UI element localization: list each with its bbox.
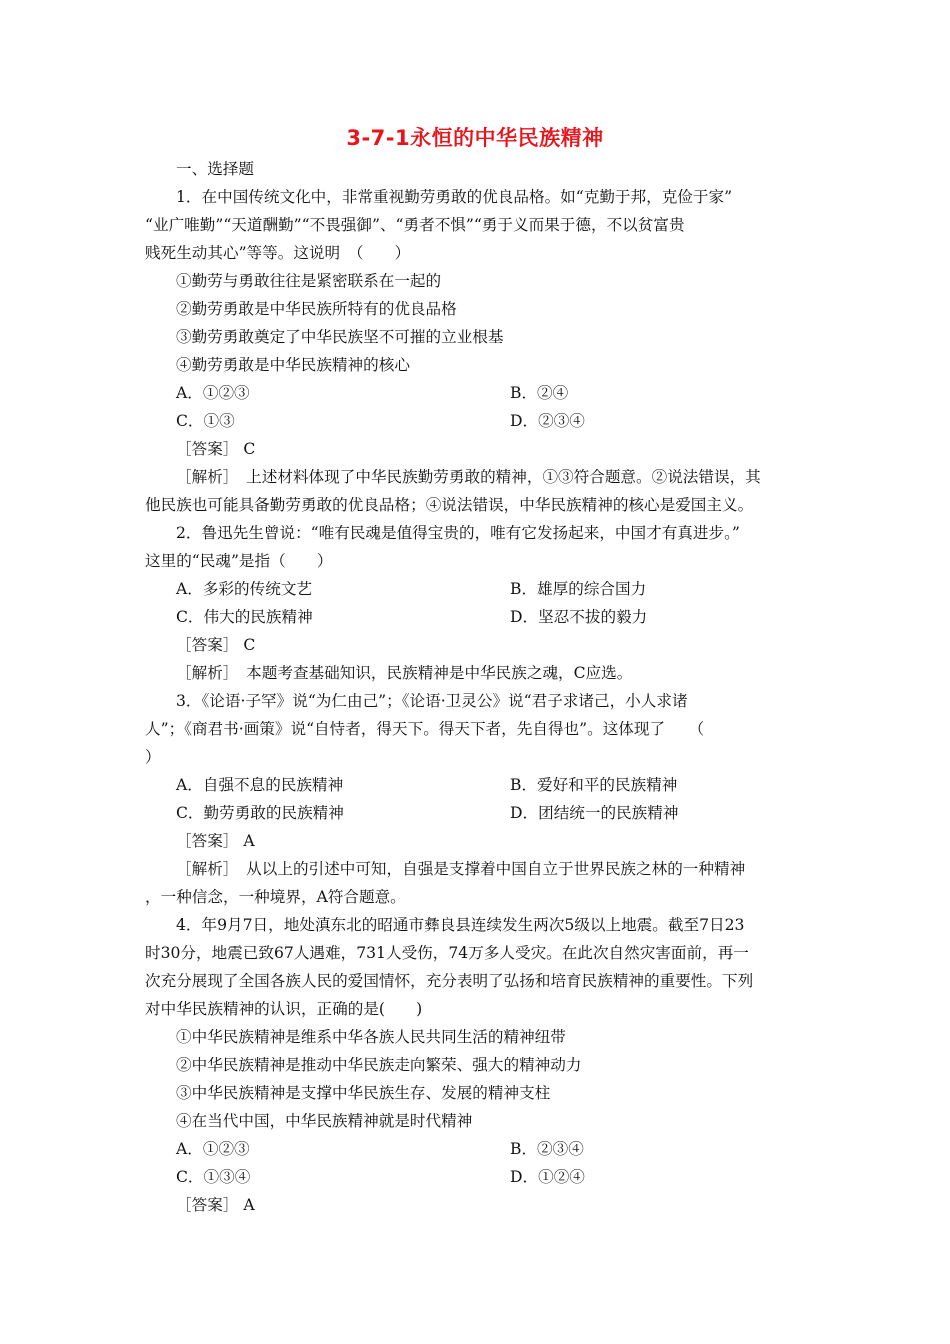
- q1-statement: ④勤劳勇敢是中华民族精神的核心: [176, 356, 410, 374]
- q4-options-row: [145, 1163, 807, 1191]
- q4-option-d: D．①②④: [510, 1168, 585, 1186]
- question-3: [145, 687, 807, 911]
- q1-option-c: C．①③: [176, 412, 235, 430]
- q4-options-row: [145, 1135, 807, 1163]
- q4-stem-line: 4．年9月7日，地处滇东北的昭通市彝良县连续发生两次5级以上地震。截至7日23: [176, 916, 745, 934]
- q1-analysis-line: ［解析］ 上述材料体现了中华民族勤劳勇敢的精神，①③符合题意。②说法错误，其: [176, 468, 761, 486]
- q4-stem-line: 次充分展现了全国各族人民的爱国情怀，充分表明了弘扬和培育民族精神的重要性。下列: [145, 972, 754, 990]
- q2-option-d: D．坚忍不拔的毅力: [510, 608, 648, 626]
- q2-stem-line: 2．鲁迅先生曾说：“唯有民魂是值得宝贵的，唯有它发扬起来，中国才有真进步。”: [176, 524, 740, 542]
- q1-option-b: B．②④: [510, 384, 569, 402]
- question-4: [145, 911, 807, 1219]
- q3-analysis-line: ［解析］ 从以上的引述中可知，自强是支撑着中国自立于世界民族之林的一种精神: [176, 860, 746, 878]
- question-1: [145, 183, 807, 519]
- q3-stem-line: ）: [145, 748, 161, 766]
- q1-options-row: [145, 407, 807, 435]
- q4-statement: ④在当代中国，中华民族精神就是时代精神: [176, 1112, 473, 1130]
- q1-answer: ［答案］ C: [176, 440, 256, 458]
- q3-options-row: [145, 799, 807, 827]
- q4-statement: ①中华民族精神是维系中华各族人民共同生活的精神纽带: [176, 1028, 566, 1046]
- q4-statement: ③中华民族精神是支撑中华民族生存、发展的精神支柱: [176, 1084, 551, 1102]
- q4-stem-line: 对中华民族精神的认识，正确的是( ): [145, 1000, 423, 1018]
- q3-answer: ［答案］ A: [176, 832, 255, 850]
- q2-options-row: [145, 575, 807, 603]
- q3-option-a: A．自强不息的民族精神: [176, 776, 344, 794]
- q1-statement: ②勤劳勇敢是中华民族所特有的优良品格: [176, 300, 457, 318]
- q2-option-b: B．雄厚的综合国力: [510, 580, 647, 598]
- q2-analysis-line: ［解析］ 本题考查基础知识，民族精神是中华民族之魂，C应选。: [176, 664, 633, 682]
- q3-options-row: [145, 771, 807, 799]
- q1-option-a: A．①②③: [176, 384, 250, 402]
- q2-answer: ［答案］ C: [176, 636, 256, 654]
- q1-options-row: [145, 379, 807, 407]
- q2-stem-line: 这里的“民魂”是指（ ）: [145, 552, 333, 570]
- q1-analysis-line: 他民族也可能具备勤劳勇敢的优良品格；④说法错误，中华民族精神的核心是爱国主义。: [145, 496, 754, 514]
- q4-statement: ②中华民族精神是推动中华民族走向繁荣、强大的精神动力: [176, 1056, 582, 1074]
- q2-option-a: A．多彩的传统文艺: [176, 580, 313, 598]
- q3-stem-line: 人”；《商君书·画策》说“自恃者，得天下。得天下者，先自得也”。这体现了 （: [145, 720, 705, 738]
- q4-option-c: C．①③④: [176, 1168, 251, 1186]
- q4-option-b: B．②③④: [510, 1140, 584, 1158]
- page-title: 3-7-1永恒的中华民族精神: [346, 126, 604, 150]
- q4-answer: ［答案］ A: [176, 1196, 255, 1214]
- q3-option-d: D．团结统一的民族精神: [510, 804, 679, 822]
- q3-option-b: B．爱好和平的民族精神: [510, 776, 678, 794]
- section-heading: 一、选择题: [176, 160, 254, 178]
- q4-stem-line: 时30分，地震已致67人遇难，731人受伤，74万多人受灾。在此次自然灾害面前，再一: [145, 944, 749, 962]
- q4-option-a: A．①②③: [176, 1140, 250, 1158]
- q1-stem-line: 1．在中国传统文化中，非常重视勤劳勇敢的优良品格。如“克勤于邦，克俭于家”: [176, 188, 733, 206]
- q2-option-c: C．伟大的民族精神: [176, 608, 313, 626]
- document-body: [145, 155, 807, 1219]
- q3-stem-line: 3．《论语·子罕》说“为仁由己”；《论语·卫灵公》说“君子求诸己，小人求诸: [176, 692, 688, 710]
- q1-statement: ③勤劳勇敢奠定了中华民族坚不可摧的立业根基: [176, 328, 504, 346]
- q3-option-c: C．勤劳勇敢的民族精神: [176, 804, 344, 822]
- q3-analysis-line: ，一种信念，一种境界，A符合题意。: [145, 888, 406, 906]
- q1-stem-line: 贱死生动其心”等等。这说明 （ ）: [145, 244, 411, 262]
- q2-options-row: [145, 603, 807, 631]
- q1-stem-line: “业广唯勤”“天道酬勤”“不畏强御”、“勇者不惧”“勇于义而果于德，不以贫富贵: [145, 216, 685, 234]
- q1-statement: ①勤劳与勇敢往往是紧密联系在一起的: [176, 272, 442, 290]
- q1-option-d: D．②③④: [510, 412, 585, 430]
- question-2: [145, 519, 807, 687]
